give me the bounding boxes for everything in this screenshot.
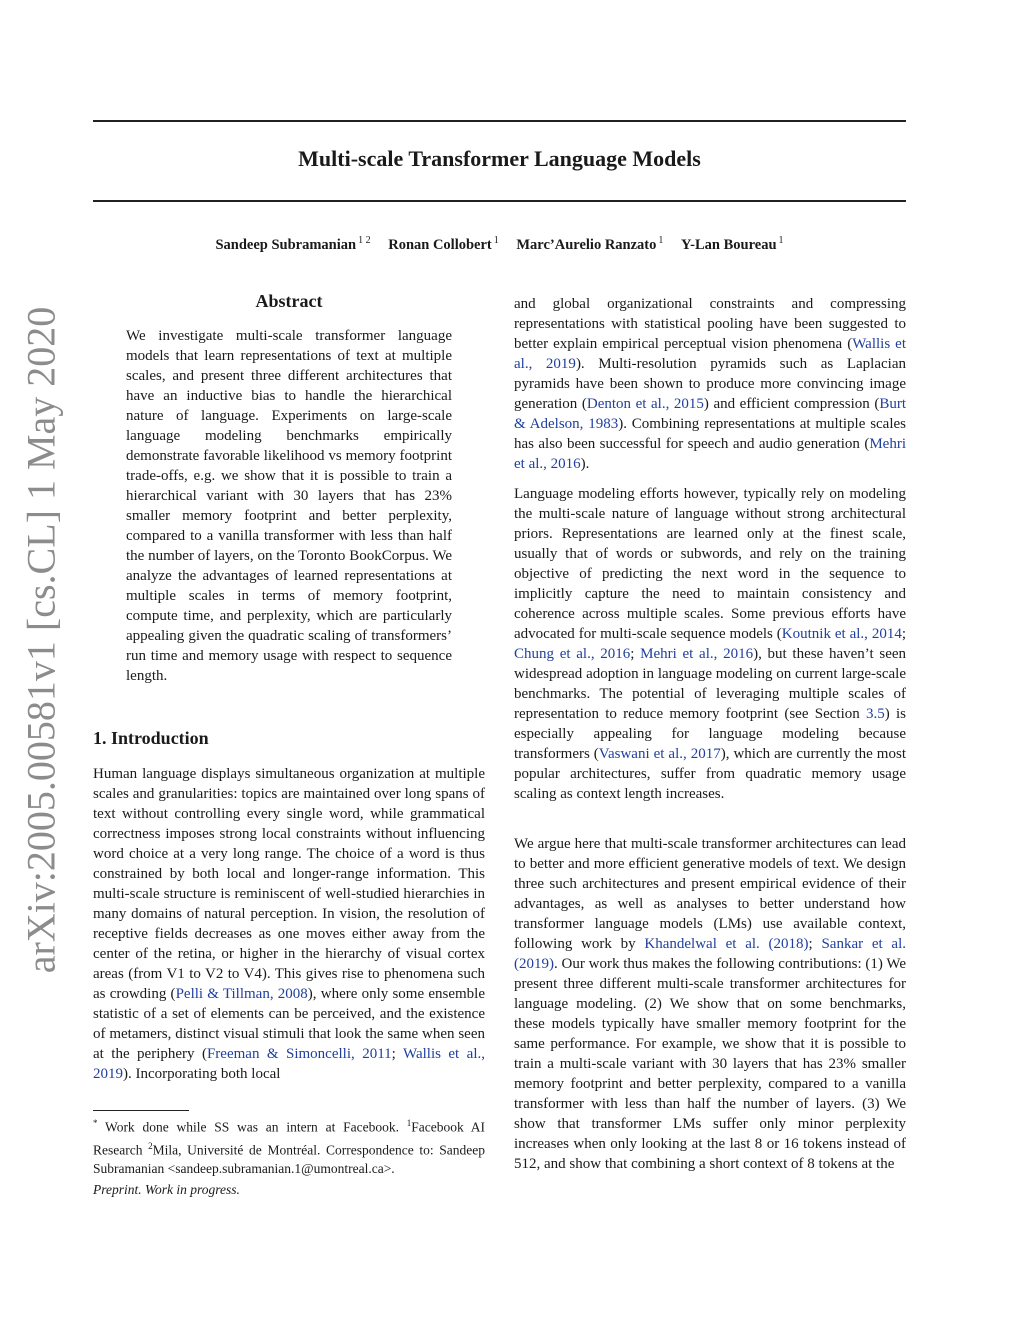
- abstract-heading: Abstract: [255, 291, 323, 311]
- body-text: ). Incorporating both local: [123, 1066, 281, 1082]
- citation-link[interactable]: Wallis et al., 2019: [514, 336, 907, 372]
- preprint-note: Preprint. Work in progress.: [93, 1182, 240, 1197]
- body-text: ) is especially appealing for language modeling because transformers (: [514, 706, 907, 762]
- author: [388, 237, 499, 253]
- citation-link[interactable]: Mehri et al., 2016: [640, 646, 754, 662]
- citation-link[interactable]: Freeman & Simoncelli, 2011: [206, 1046, 392, 1062]
- citation-link[interactable]: Wallis et al., 2019: [93, 1046, 485, 1082]
- abstract-text: We investigate multi-scale transformer language models that learn representations of text at multiple scales, and present three different architectures that have an inductive bias to handle the hierarchical nature of language. Experiments on large-scale language modeling benchmarks empirically demonstrate favorable likelihood vs memory footprint trade-offs, e.g. we show that it is possible to train a hierarchical variant with 30 layers that has 23% smaller memory footprint and better perplexity, compared to a vanilla transformer with less than half the number of layers, on the Toronto BookCorpus. We analyze the advantages of learned representations at multiple scales in terms of memory footprint, compute time, and perplexity, which are particularly appealing given the quadratic scaling of transformers’ run time and memory usage with respect to sequence length.: [126, 328, 452, 684]
- body-text: ) and efficient compression (: [703, 396, 880, 412]
- author-affiliation: 1: [778, 235, 784, 246]
- footnote-text: Facebook AI Research: [93, 1119, 485, 1157]
- author-affiliation: 1 2: [358, 235, 371, 246]
- citation-link[interactable]: Pelli & Tillman, 2008: [175, 986, 308, 1002]
- title-bottom-rule: [93, 200, 906, 202]
- author-name: Ronan Collobert: [388, 236, 492, 253]
- citation-link[interactable]: Burt & Adelson, 1983: [514, 396, 906, 432]
- body-text: and global organizational constraints and compressing representations with statistical pooling have been suggested to better explain empirical perceptual vision phenomena (: [514, 296, 906, 352]
- footnote: [93, 1114, 485, 1178]
- body-text: ). Multi-resolution pyramids such as Laplacian pyramids have been shown to produce more convincing image generation (: [514, 356, 906, 412]
- body-text: ).: [580, 456, 590, 472]
- footnote-mark: 1: [406, 1118, 412, 1128]
- author-affiliation: 1: [493, 235, 499, 246]
- citation-link[interactable]: Khandelwal et al. (2018): [644, 936, 809, 952]
- footnote-text: Mila, Université de Montréal. Correspondence to: Sandeep Subramanian <sandeep.subramanian.1@umontreal.ca>.: [93, 1142, 485, 1176]
- footnote-text: Work done while SS was an intern at Facebook.: [97, 1119, 407, 1135]
- body-text: We argue here that multi-scale transformer architectures can lead to better and more efficient generative models of text. We design three such architectures and present empirical evidence of their advantages, as well as analyses to better understand how transformer language models (LMs) use available context, following work by: [514, 836, 906, 952]
- author: [681, 237, 784, 253]
- author: [215, 237, 370, 253]
- body-text: Language modeling efforts however, typically rely on modeling the multi-scale nature of language without strong architectural priors. Representations are learned only at the finest scale, usually that of words or subwords, and rely on the training objective of predicting the next word in the sequence to implicitly capture the need to maintain consistency and coherence across multiple scales. Some previous efforts have advocated for multi-scale sequence models (: [514, 486, 906, 642]
- citation-link[interactable]: Mehri et al., 2016: [514, 436, 906, 472]
- citation-link[interactable]: Sankar et al. (2019): [514, 936, 906, 972]
- body-text: ;: [808, 936, 822, 952]
- citation-link[interactable]: Chung et al., 2016: [514, 646, 631, 662]
- author-name: Y-Lan Boureau: [681, 236, 777, 253]
- author-affiliation: 1: [658, 235, 664, 246]
- author-name: Sandeep Subramanian: [215, 236, 357, 253]
- author-list: [93, 235, 906, 254]
- body-text: ), where only some ensemble statistic of a set of elements can be perceived, and the existence of metamers, distinct visual stimuli that look the same when seen at the periphery (: [93, 986, 485, 1062]
- body-text: ;: [901, 626, 906, 642]
- intro-paragraph-2: [514, 294, 906, 474]
- section-reference-link[interactable]: 3.5: [866, 706, 885, 722]
- body-text: ;: [391, 1046, 403, 1062]
- body-text: Human language displays simultaneous organization at multiple scales and granularities: topics are maintained over long spans of text without controlling every single word, while grammatical correctness imposes strong local constraints without influencing word choice at a very long range. The choice of a word is thus constrained by both local and longer-range information. This multi-scale structure is reminiscent of well-studied hierarchies in many domains of natural perception. In vision, the resolution of receptive fields decreases as one moves either away from the center of the retina, or higher in the hierarchy of visual cortex areas (from V1 to V2 to V4). This gives rise to phenomena such as crowding (: [93, 766, 485, 1002]
- paper-title: Multi-scale Transformer Language Models: [298, 146, 701, 171]
- body-text: ). Combining representations at multiple scales has also been successful for speech and audio generation (: [514, 416, 907, 452]
- author: [516, 237, 663, 253]
- citation-link[interactable]: Koutnik et al., 2014: [781, 626, 902, 642]
- title-top-rule: [93, 120, 906, 122]
- footnote-rule: [93, 1110, 189, 1111]
- footnote-mark: *: [93, 1118, 98, 1128]
- intro-paragraph-1: [93, 764, 485, 1084]
- arxiv-identifier: arXiv:2005.00581v1 [cs.CL] 1 May 2020: [18, 306, 64, 974]
- citation-link[interactable]: Vaswani et al., 2017: [598, 746, 721, 762]
- body-text: ), which are currently the most popular architectures, suffer from quadratic memory usage scaling as context length increases.: [514, 746, 906, 802]
- body-text: ), but these haven’t seen widespread adoption in language modeling on current large-scale benchmarks. The potential of leveraging multiple scales of representation to reduce memory footprint (see Section: [514, 646, 907, 722]
- author-name: Marc’Aurelio Ranzato: [516, 236, 657, 253]
- citation-link[interactable]: Denton et al., 2015: [586, 396, 704, 412]
- body-text: ;: [630, 646, 641, 662]
- footnote-mark: 2: [148, 1140, 153, 1151]
- intro-paragraph-3: [514, 484, 906, 804]
- body-text: . Our work thus makes the following contributions: (1) We present three different multi-scale transformer architectures for language modeling. (2) We show that on some benchmarks, these models typically have smaller memory footprint for the same performance. For example, we show that it is possible to train a multi-scale variant with 30 layers that has 23% smaller memory footprint and better perplexity, compared to a vanilla transformer with less than half the number of layers. (3) We show that transformer LMs suffer only minor perplexity increases when only looking at the last 8 or 16 tokens instead of 512, and show that combining a short context of 8 tokens at the: [514, 956, 906, 1172]
- intro-paragraph-4: [514, 834, 906, 1174]
- section-heading-introduction: 1. Introduction: [93, 728, 209, 748]
